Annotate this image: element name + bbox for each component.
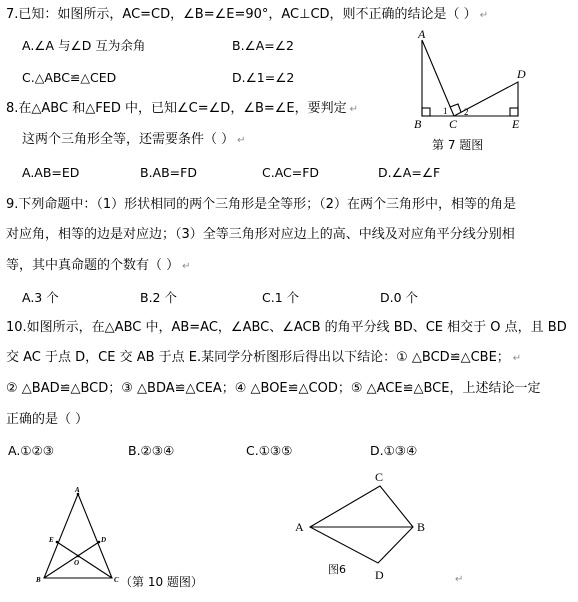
q8-stem: 8.在△ABC 和△FED 中，已知∠C=∠D，∠B=∠E，要判定 ↵ [6, 101, 359, 116]
q8-option-c: C.AC=FD [262, 165, 320, 180]
fig10-caption: （第 10 题图） [120, 575, 203, 589]
fig10-label-e: E [49, 536, 54, 544]
q8-stem-continued: 这两个三角形全等，还需要条件（ ） ↵ [22, 132, 246, 147]
q7-option-d: D.∠1=∠2 [232, 70, 295, 85]
fig7-label-a: A [418, 28, 426, 41]
figure-10 [28, 482, 238, 596]
paragraph-mark: ↵ [455, 574, 464, 585]
q10-line-4: 正确的是（ ） [6, 412, 89, 427]
q10-line-3: ② △BAD≌△BCD；③ △BDA≌△CEA；④ △BOE≌△COD；⑤ △ACE≌△BCE，上述结论一定 [6, 381, 541, 396]
q7-option-c: C.△ABC≌△CED [22, 70, 117, 85]
fig7-label-1: 1 [443, 106, 448, 116]
q9-line-3: 等，其中真命题的个数有（ ） ↵ [6, 258, 191, 273]
fig6-label-d: D [375, 568, 384, 582]
fig10-label-b: B [36, 576, 41, 584]
q7-option-a: A.∠A 与∠D 互为余角 [22, 38, 146, 53]
fig7-label-c: C [449, 117, 458, 131]
q7-stem: 7.已知：如图所示，AC=CD，∠B=∠E=90°，AC⊥CD，则不正确的结论是（ ） ↵ [6, 7, 489, 22]
fig7-label-e: E [512, 117, 520, 131]
q10-option-d: D.①③④ [370, 443, 418, 458]
q10-line-2: 交 AC 于点 D，CE 交 AB 于点 E.某同学分析图形后得出以下结论：① △BCD≌△CBE； ↵ [6, 350, 522, 365]
fig10-label-d: D [101, 536, 107, 544]
q10-option-a: A.①②③ [8, 443, 54, 458]
fig10-label-o: O [74, 559, 80, 567]
fig7-label-d: D [517, 67, 526, 81]
figure-6 [290, 468, 450, 588]
q10-option-b: B.②③④ [128, 443, 175, 458]
q7-option-b: B.∠A=∠2 [232, 38, 294, 53]
fig10-bisector-bd [44, 542, 99, 578]
fig7-triangle-abc [422, 40, 454, 116]
fig6-caption: 图6 [328, 563, 346, 576]
q9-option-a: A.3 个 [22, 290, 59, 305]
fig7-label-b: B [414, 117, 422, 131]
fig7-caption: 第 7 题图 [432, 138, 484, 152]
q9-option-b: B.2 个 [140, 290, 177, 305]
fig10-bisector-ce [57, 542, 112, 578]
q8-option-d: D.∠A=∠F [378, 165, 441, 180]
fig6-label-b: B [417, 520, 426, 534]
fig6-quadrilateral [310, 486, 413, 563]
fig10-label-a: A [75, 486, 80, 494]
q9-option-d: D.0 个 [380, 290, 419, 305]
q9-option-c: C.1 个 [262, 290, 300, 305]
q9-line-2: 对应角，相等的边是对应边；（3）全等三角形对应边上的高、中线及对应角平分线分别相 [6, 227, 515, 242]
q10-option-c: C.①③⑤ [246, 443, 293, 458]
q10-line-1: 10.如图所示，在△ABC 中，AB=AC，∠ABC、∠ACB 的角平分线 BD、CE 相交于 O 点，且 BD [6, 320, 567, 335]
fig10-label-c: C [114, 576, 119, 584]
q8-option-b: B.AB=FD [140, 165, 197, 180]
q8-option-a: A.AB=ED [22, 165, 80, 180]
figure-7 [400, 28, 550, 154]
q9-line-1: 9.下列命题中：（1）形状相同的两个三角形是全等形；（2）在两个三角形中，相等的角是 [6, 197, 516, 212]
fig7-label-2: 2 [464, 107, 469, 117]
fig6-label-a: A [295, 520, 304, 534]
fig6-label-c: C [375, 470, 384, 484]
